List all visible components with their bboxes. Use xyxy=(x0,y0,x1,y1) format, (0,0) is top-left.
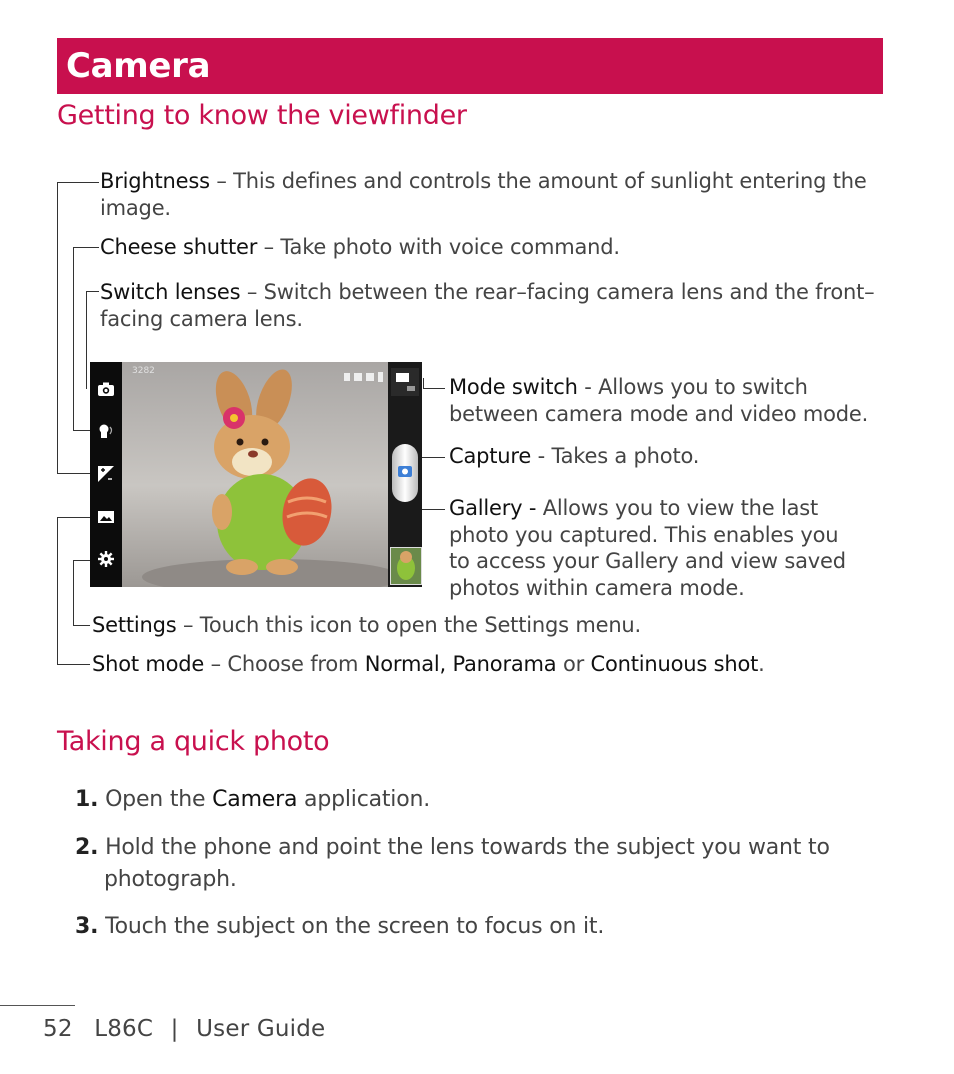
camera-right-toolbar xyxy=(388,362,422,587)
shot-mode-desc xyxy=(92,651,882,678)
step-2-cont xyxy=(104,864,884,896)
shot-mode-text: – Choose from xyxy=(204,652,365,676)
gallery-thumbnail[interactable] xyxy=(390,547,422,585)
cheese-line-h xyxy=(73,247,99,248)
shotmode-line-h2 xyxy=(57,664,90,665)
gallery-text-4: photos within camera mode. xyxy=(449,575,745,600)
shot-mode-option-1: Normal, Panorama xyxy=(364,652,557,676)
viewfinder-heading: Getting to know the viewfinder xyxy=(57,100,467,131)
switch-lenses-text-2: facing camera lens. xyxy=(100,307,303,331)
viewfinder-preview[interactable] xyxy=(122,362,388,587)
switch-lenses-text: – Switch between the rear–facing camera lens and the front– xyxy=(240,280,875,304)
mode-switch-text: - Allows you to switch xyxy=(577,375,808,399)
switch-lenses-desc xyxy=(100,279,890,333)
step-1-camera: Camera xyxy=(212,787,298,812)
switch-line-h xyxy=(86,291,99,292)
settings-text: – Touch this icon to open the Settings menu. xyxy=(176,613,642,637)
brightness-line-h xyxy=(57,182,99,183)
settings-gear-icon[interactable] xyxy=(97,550,115,568)
capture-button[interactable] xyxy=(392,444,418,502)
shot-mode-option-2: Continuous shot xyxy=(590,652,759,676)
brightness-line-h2 xyxy=(57,473,92,474)
mode-switch-icon xyxy=(391,368,419,396)
settings-desc xyxy=(92,612,882,639)
capture-text: - Takes a photo. xyxy=(531,444,700,468)
brightness-term: Brightness xyxy=(100,169,210,193)
gallery-text-2: photo you captured. This enables you xyxy=(449,522,839,547)
switch-line-v xyxy=(86,291,87,389)
switch-lenses-term: Switch lenses xyxy=(100,280,241,304)
step-2-text-2: photograph. xyxy=(104,867,237,892)
step-1-number: 1. xyxy=(75,787,99,812)
capture-term: Capture xyxy=(449,444,532,468)
shot-mode-term: Shot mode xyxy=(92,652,205,676)
footer-guide: User Guide xyxy=(196,1016,326,1042)
cheese-shutter-desc xyxy=(100,234,890,261)
shotmode-line-h xyxy=(57,517,92,518)
cheese-shutter-term: Cheese shutter xyxy=(100,235,258,259)
brightness-text-2: image. xyxy=(100,196,171,220)
shot-mode-icon[interactable] xyxy=(97,508,115,526)
step-2-text-1: Hold the phone and point the lens towards the subject you want to xyxy=(105,835,830,860)
step-1-text-post: application. xyxy=(297,787,431,812)
gallery-desc xyxy=(449,495,889,601)
status-icons xyxy=(344,367,384,377)
step-3-number: 3. xyxy=(75,914,99,939)
step-1-text-pre: Open the xyxy=(105,787,213,812)
switch-lenses-icon[interactable] xyxy=(97,380,115,398)
mode-switch-text-2: between camera mode and video mode. xyxy=(449,402,869,426)
camera-left-toolbar xyxy=(90,362,122,587)
gallery-term: Gallery - xyxy=(449,496,537,520)
cheese-shutter-icon[interactable] xyxy=(97,422,115,440)
cheese-shutter-text: – Take photo with voice command. xyxy=(257,235,620,259)
gallery-text: Allows you to view the last xyxy=(536,496,819,520)
gallery-text-3: to access your Gallery and view saved xyxy=(449,549,846,573)
shot-mode-or: or xyxy=(556,652,591,676)
mode-line-h xyxy=(423,388,445,389)
brightness-icon[interactable] xyxy=(97,465,115,483)
shots-remaining-counter: 3282 xyxy=(132,366,155,376)
page-number: 52 xyxy=(43,1016,73,1042)
camera-screenshot xyxy=(90,362,422,587)
bunny-figurine-image xyxy=(122,362,388,587)
capture-desc xyxy=(449,443,889,470)
step-1 xyxy=(75,784,875,816)
capture-line-h xyxy=(418,457,445,458)
step-3 xyxy=(75,911,875,943)
step-3-text: Touch the subject on the screen to focus on it. xyxy=(105,914,605,939)
footer xyxy=(43,1016,325,1042)
brightness-desc xyxy=(100,168,890,222)
settings-line-v xyxy=(73,560,74,626)
camera-shutter-icon xyxy=(392,444,418,502)
mode-switch-desc xyxy=(449,374,889,428)
brightness-line-v xyxy=(57,182,58,474)
quick-photo-heading: Taking a quick photo xyxy=(57,726,330,757)
mode-switch-button[interactable] xyxy=(391,368,419,396)
settings-line-h2 xyxy=(73,625,90,626)
mode-line-v xyxy=(423,378,424,388)
footer-separator: | xyxy=(170,1016,179,1042)
brightness-text: – This defines and controls the amount of sunlight entering the xyxy=(209,169,867,193)
step-2 xyxy=(75,832,875,864)
step-2-number: 2. xyxy=(75,835,99,860)
shotmode-line-v xyxy=(57,517,58,665)
footer-rule xyxy=(0,1005,75,1006)
cheese-line-v xyxy=(73,247,74,430)
settings-term: Settings xyxy=(92,613,177,637)
page-title: Camera xyxy=(66,46,211,86)
shot-mode-end: . xyxy=(758,652,765,676)
mode-switch-term: Mode switch xyxy=(449,375,578,399)
footer-model: L86C xyxy=(94,1016,154,1042)
